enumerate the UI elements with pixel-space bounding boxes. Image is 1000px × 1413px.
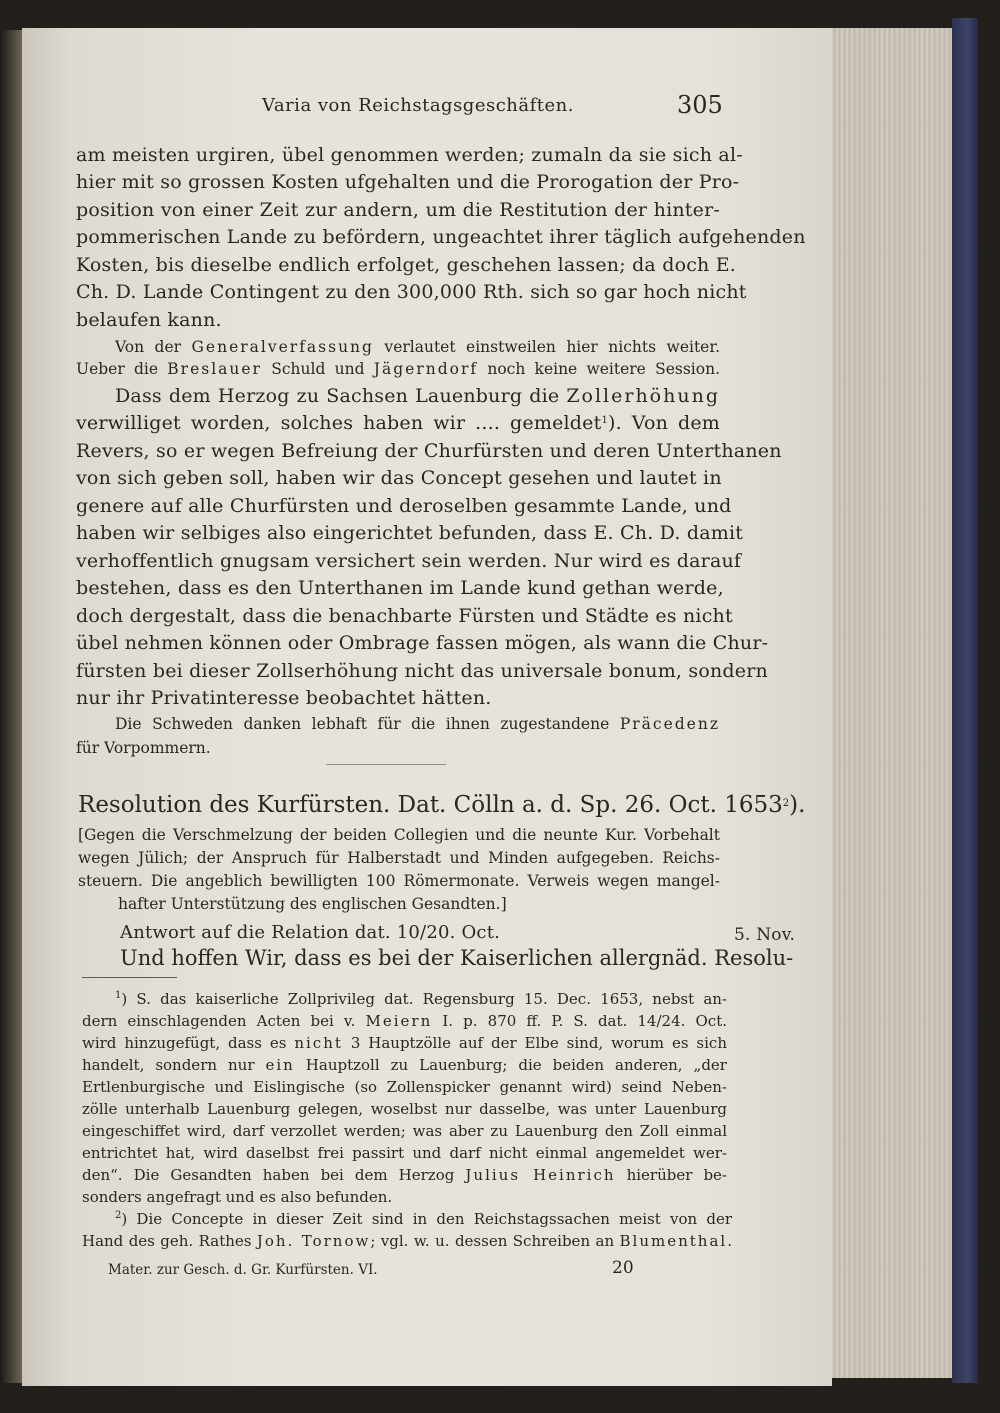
heading-text: ). — [789, 792, 806, 818]
page-number: 305 — [677, 91, 723, 119]
body-text: ). Von dem — [608, 412, 721, 434]
note-text: Die Schweden danken lebhaft für die ihnen zugestandene — [115, 715, 620, 733]
footnote-text: . — [727, 1232, 732, 1250]
summary-line: wegen Jülich; der Anspruch für Halberstadt und Minden aufgegeben. Reichs- — [78, 849, 720, 867]
body-line: von sich geben soll, haben wir das Concept gesehen und lautet in — [76, 467, 722, 489]
body-line: nur ihr Privatinteresse beobachtet hätten. — [76, 687, 492, 709]
spaced-term: Zollerhöhung — [566, 385, 720, 407]
note-line: für Vorpommern. — [76, 739, 211, 757]
note-line — [115, 338, 720, 356]
footnote-line: eingeschiffet wird, darf verzollet werden; was aber zu Lauenburg den Zoll einmal — [82, 1122, 727, 1140]
body-line: Kosten, bis dieselbe endlich erfolget, geschehen lassen; da doch E. — [76, 254, 737, 276]
body-line: pommerischen Lande zu befördern, ungeachtet ihrer täglich aufgehenden — [76, 226, 806, 248]
footnote-line — [115, 990, 727, 1008]
footnote-mark: 2 — [115, 1210, 122, 1221]
footnote-line — [82, 1056, 727, 1074]
footnote-line — [82, 1012, 727, 1030]
note-text: Von der — [115, 338, 192, 356]
summary-line: [Gegen die Verschmelzung der beiden Collegien und die neunte Kur. Vorbehalt — [78, 826, 720, 844]
footnote-line — [82, 1034, 727, 1052]
footnote-line — [82, 1232, 732, 1250]
footnote-mark: 1 — [115, 990, 122, 1001]
footnote-text: hierüber be- — [615, 1166, 728, 1184]
answer-line: Antwort auf die Relation dat. 10/20. Oct. — [120, 922, 501, 943]
footnote-ref: 1 — [601, 415, 609, 426]
signature-mark: Mater. zur Gesch. d. Gr. Kurfürsten. VI. — [108, 1262, 378, 1278]
footnote-line — [115, 1210, 732, 1228]
footnote-line: zölle unterhalb Lauenburg gelegen, woselbst nur dasselbe, was unter Lauenburg — [82, 1100, 727, 1118]
resolution-line: Und hoffen Wir, dass es bei der Kaiserlichen allergnäd. Resolu- — [120, 946, 794, 970]
book-cover — [952, 18, 978, 1383]
note-text: noch keine weitere Session. — [478, 360, 720, 378]
body-text: Dass dem Herzog zu Sachsen Lauenburg die — [115, 385, 567, 407]
footnote-text: wird hinzugefügt, dass es — [82, 1034, 295, 1052]
note-text: Ueber die — [76, 360, 168, 378]
running-title: Varia von Reichstagsgeschäften. — [262, 95, 574, 116]
spaced-term: ein — [265, 1056, 295, 1074]
section-divider — [326, 764, 446, 765]
body-line: doch dergestalt, dass die benachbarte Fürsten und Städte es nicht — [76, 605, 733, 627]
spaced-term: Breslauer — [167, 360, 262, 378]
note-line — [115, 715, 720, 733]
footnote-rule — [82, 977, 177, 978]
body-line: fürsten bei dieser Zollserhöhung nicht das universale bonum, sondern — [76, 660, 768, 682]
footnote-text: Hauptzoll zu Lauenburg; die beiden anderen, „der — [294, 1056, 727, 1074]
footnote-text: Hand des geh. Rathes — [82, 1232, 257, 1250]
footnote-line: entrichtet hat, wird daselbst frei passirt und darf nicht einmal angemeldet wer- — [82, 1144, 727, 1162]
footnote-line: Ertlenburgische und Eislingische (so Zollenspicker genannt wird) seind Neben- — [82, 1078, 727, 1096]
body-line: genere auf alle Churfürsten und deroselben gesammte Lande, und — [76, 495, 732, 517]
spaced-term: Julius Heinrich — [465, 1166, 616, 1184]
spaced-term: Blumenthal — [619, 1232, 728, 1250]
spaced-term: Jägerndorf — [373, 360, 479, 378]
page-edges — [826, 28, 966, 1378]
footnote-text: dern einschlagenden Acten bei v. — [82, 1012, 366, 1030]
body-line: am meisten urgiren, übel genommen werden; zumaln da sie sich al- — [76, 144, 743, 166]
note-line — [76, 360, 720, 378]
body-line: position von einer Zeit zur andern, um die Restitution der hinter- — [76, 199, 720, 221]
footnote-text: 3 Hauptzölle auf der Elbe sind, worum es sich — [342, 1034, 727, 1052]
footnote-text: ) Die Concepte in dieser Zeit sind in den Reichstagssachen meist von der — [121, 1210, 732, 1228]
summary-line: hafter Unterstützung des englischen Gesandten.] — [118, 895, 507, 913]
note-text: Schuld und — [261, 360, 374, 378]
section-heading — [78, 792, 805, 818]
spaced-term: Generalverfassung — [191, 338, 374, 356]
footnote-line: sonders angefragt und es also befunden. — [82, 1188, 393, 1206]
body-line: Ch. D. Lande Contingent zu den 300,000 Rth. sich so gar hoch nicht — [76, 281, 747, 303]
note-text: verlautet einstweilen hier nichts weiter. — [373, 338, 720, 356]
body-text: verwilliget worden, solches haben wir .... gemeldet — [76, 412, 602, 434]
footnote-text: I. p. 870 ff. P. S. dat. 14/24. Oct. — [432, 1012, 727, 1030]
body-line: Revers, so er wegen Befreiung der Churfürsten und deren Unterthanen — [76, 440, 782, 462]
spaced-term: Präcedenz — [619, 715, 720, 733]
body-line: belaufen kann. — [76, 309, 222, 331]
body-line: übel nehmen können oder Ombrage fassen mögen, als wann die Chur- — [76, 632, 769, 654]
spaced-term: nicht — [294, 1034, 343, 1052]
body-line — [76, 412, 720, 434]
spaced-term: Joh. Tornow — [256, 1232, 371, 1250]
spaced-term: Meiern — [365, 1012, 433, 1030]
footnote-line — [82, 1166, 727, 1184]
summary-line: steuern. Die angeblich bewilligten 100 Römermonate. Verweis wegen mangel- — [78, 872, 720, 890]
body-line: bestehen, dass es den Unterthanen im Lande kund gethan werde, — [76, 577, 724, 599]
footnote-text: den“. Die Gesandten haben bei dem Herzog — [82, 1166, 466, 1184]
sheet-number: 20 — [612, 1258, 634, 1278]
footnote-text: ) S. das kaiserliche Zollprivileg dat. Regensburg 15. Dec. 1653, nebst an- — [121, 990, 727, 1008]
body-line: haben wir selbiges also eingerichtet befunden, dass E. Ch. D. damit — [76, 522, 744, 544]
footnote-text: handelt, sondern nur — [82, 1056, 266, 1074]
body-line: verhoffentlich gnugsam versichert sein werden. Nur wird es darauf — [76, 550, 742, 572]
margin-date: 5. Nov. — [734, 925, 796, 945]
body-line — [115, 385, 720, 407]
heading-text: Resolution des Kurfürsten. Dat. Cölln a. d. Sp. 26. Oct. 1653 — [78, 792, 783, 818]
body-line: hier mit so grossen Kosten ufgehalten und die Prorogation der Pro- — [76, 171, 740, 193]
footnote-ref: 2 — [782, 798, 790, 809]
footnote-text: ; vgl. w. u. dessen Schreiben an — [370, 1232, 620, 1250]
